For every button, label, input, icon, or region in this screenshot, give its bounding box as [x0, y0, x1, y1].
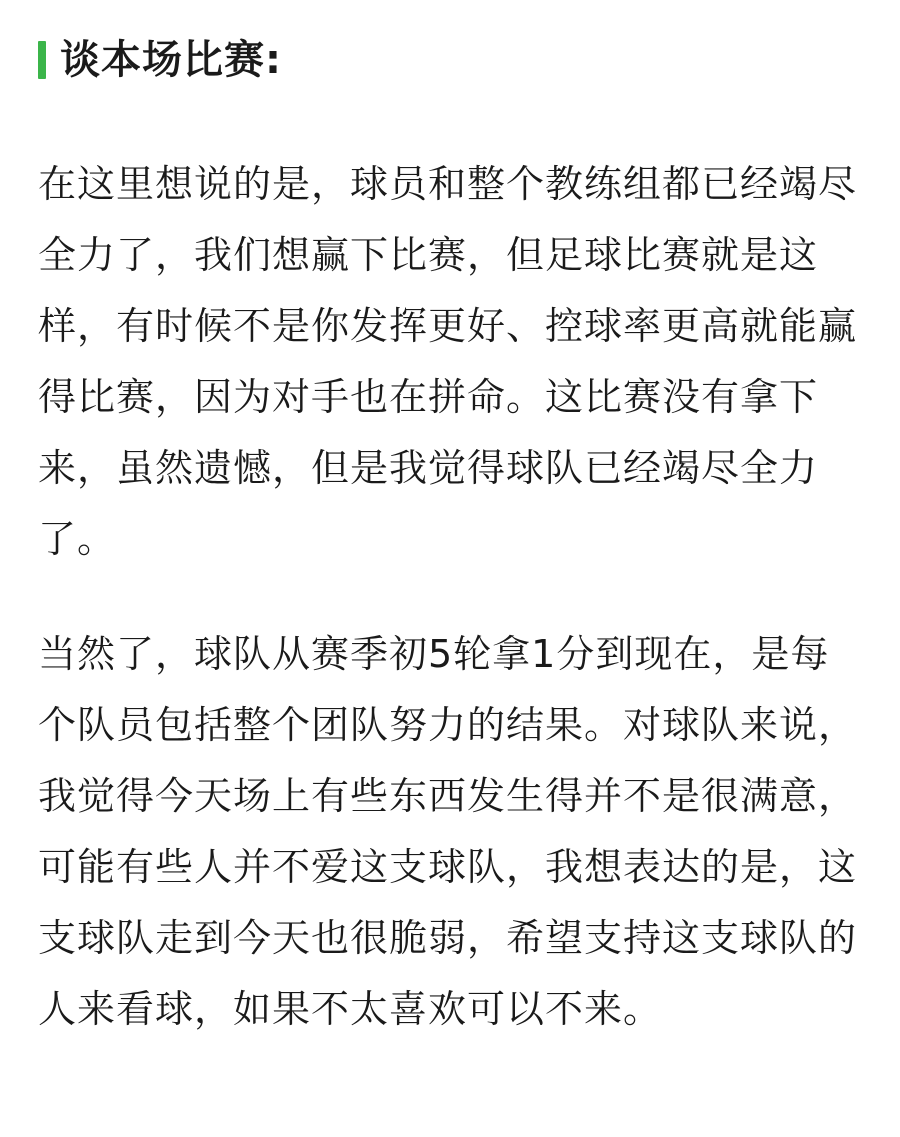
paragraph-1: 在这里想说的是，球员和整个教练组都已经竭尽全力了，我们想赢下比赛，但足球比赛就是这样，有时候不是你发挥更好、控球率更高就能赢得比赛，因为对手也在拼命。这比赛没有拿下来，虽然遗憾，但是我觉得球队已经竭尽全力了。: [38, 162, 858, 561]
accent-bar: [38, 41, 46, 79]
section-heading: [38, 34, 282, 86]
paragraph-2: 当然了，球队从赛季初5轮拿1分到现在，是每个队员包括整个团队努力的结果。对球队来说，我觉得今天场上有些东西发生得并不是很满意，可能有些人并不爱这支球队，我想表达的是，这支球队走到今天也很脆弱，希望支持这支球队的人来看球，如果不太喜欢可以不来。: [38, 632, 858, 1031]
section-title: 谈本场比赛:: [60, 37, 282, 83]
